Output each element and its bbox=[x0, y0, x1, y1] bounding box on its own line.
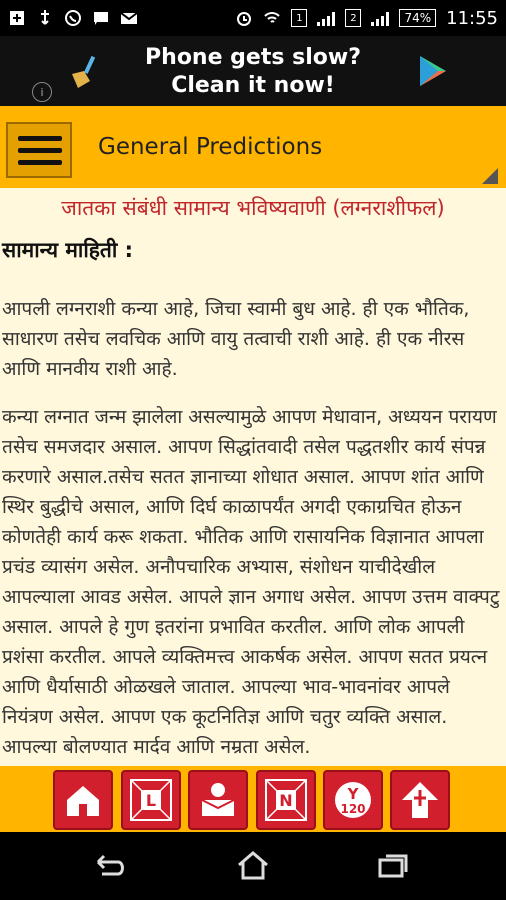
signal-icon bbox=[317, 10, 335, 26]
home-button[interactable] bbox=[53, 770, 113, 830]
ad-info-icon[interactable]: i bbox=[32, 82, 52, 102]
signal-icon-2 bbox=[371, 10, 389, 26]
scroll-top-button[interactable] bbox=[390, 770, 450, 830]
section-title: सामान्य माहिती : bbox=[2, 238, 134, 262]
status-left bbox=[8, 9, 138, 27]
year-button[interactable] bbox=[323, 770, 383, 830]
play-store-icon bbox=[418, 54, 448, 88]
app-bar bbox=[0, 106, 506, 188]
plus-icon bbox=[8, 9, 26, 27]
navamsa-chart-button[interactable] bbox=[256, 770, 316, 830]
battery-icon: 74% bbox=[399, 9, 436, 27]
year-label-top: Y bbox=[347, 785, 359, 803]
navamsa-chart-icon bbox=[262, 776, 310, 824]
sim1-badge: 1 bbox=[291, 9, 307, 27]
whatsapp-icon bbox=[64, 9, 82, 27]
ad-banner[interactable] bbox=[28, 36, 478, 106]
year-label-bottom: 120 bbox=[340, 802, 366, 816]
dropdown-corner-icon bbox=[482, 168, 498, 184]
content-heading: जातका संबंधी सामान्य भविष्यवाणी (लग्नराशीफल) bbox=[61, 196, 445, 220]
sim2-badge: 2 bbox=[345, 9, 361, 27]
ad-line2: Clean it now! bbox=[171, 73, 335, 98]
back-icon[interactable] bbox=[92, 852, 128, 880]
system-nav-bar bbox=[0, 832, 506, 900]
lagna-chart-icon bbox=[127, 776, 175, 824]
astrologer-button[interactable] bbox=[188, 770, 248, 830]
home-nav-icon[interactable] bbox=[236, 850, 270, 882]
page-title[interactable]: General Predictions bbox=[98, 134, 323, 160]
menu-button[interactable] bbox=[6, 122, 72, 178]
up-arrow-icon bbox=[398, 778, 442, 822]
usb-icon bbox=[36, 9, 54, 27]
lagna-chart-button[interactable] bbox=[121, 770, 181, 830]
alarm-icon bbox=[235, 9, 253, 27]
recents-icon[interactable] bbox=[376, 852, 410, 880]
paragraph-2: कन्या लग्नात जन्म झालेला असल्यामुळे आपण मेधावान, अध्ययन परायण तसेच समजदार असाल. आपण सिद्धांतवादी तसेल पद्धतशीर कार्य संपन्न करणारे असाल.तसेच सतत ज्ञानाच्या शोधात असाल. आपण शांत आणि स्थिर बुद्धीचे असाल, आणि दिर्घ काळापर्यंत अगदी एकाग्रचित होऊन कोणतेही कार्य करू शकता. भौतिक आणि रासायनिक विज्ञानात आपला प्रचंड व्यासंग असेल. अनौपचारिक अभ्यास, संशोधन याचीदेखील आपल्याला आवड असेल. आपले ज्ञान अगाध असेल. आपण उत्तम वाक्पटु असाल. आपले हे गुण इतरांना प्रभावित करतील. आणि लोक आपली प्रशंसा करतील. आपले व्यक्तिमत्त्व आकर्षक असेल. आपण सतत प्रयत्न आणि धैर्यासाठी ओळखले जाताल. आपल्या भाव-भावनांवर आपले नियंत्रण असेल. आपण एक कूटनितिज्ञ आणि चतुर व्यक्ति असाल. आपल्या बोलण्यात मार्दव आणि नम्रता असेल. bbox=[2, 406, 500, 758]
astrologer-icon bbox=[196, 778, 240, 822]
status-bar bbox=[0, 0, 506, 36]
year-icon bbox=[329, 776, 377, 824]
navamsa-label: N bbox=[279, 791, 293, 810]
ad-line1: Phone gets slow? bbox=[145, 45, 361, 70]
clock: 11:55 bbox=[446, 7, 498, 29]
ad-text bbox=[28, 44, 478, 100]
status-right bbox=[235, 8, 498, 29]
mail-icon bbox=[120, 9, 138, 27]
wifi-icon bbox=[263, 9, 281, 27]
chat-icon bbox=[92, 9, 110, 27]
lagna-label: L bbox=[145, 791, 157, 810]
home-icon bbox=[61, 778, 105, 822]
paragraph-1: आपली लग्नराशी कन्या आहे, जिचा स्वामी बुध आहे. ही एक भौतिक, साधारण तसेच लवचिक आणि वायु तत्वाची राशी आहे. ही एक नीरस आणि मानवीय राशी आहे. bbox=[2, 298, 470, 380]
